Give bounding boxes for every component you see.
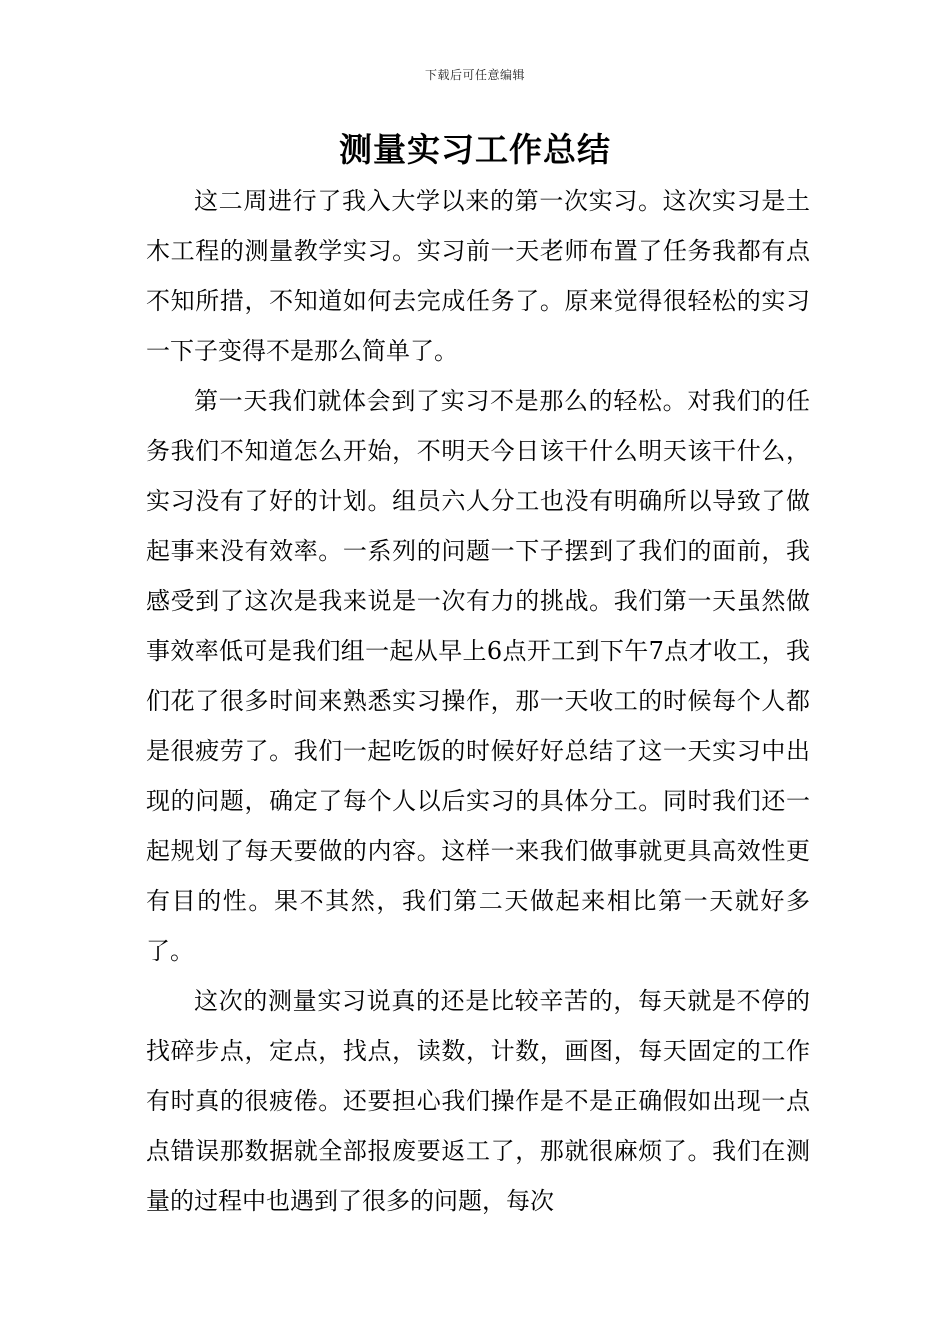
header-note: 下载后可任意编辑: [424, 68, 525, 82]
document-title: 测量实习工作总结: [339, 130, 611, 169]
paragraph-3: 这次的测量实习说真的还是比较辛苦的，每天就是不停的找碎步点，定点，找点，读数，计数，画图，每天固定的工作有时真的很疲倦。还要担心我们操作是不是正确假如出现一点点错误那数据就全部报废要返工了，那就很麻烦了。我们在测量的过程中也遇到了很多的问题，每次: [146, 987, 810, 1215]
paragraph-1: 这二周进行了我入大学以来的第一次实习。这次实习是土木工程的测量教学实习。实习前一天老师布置了任务我都有点不知所措，不知道如何去完成任务了。原来觉得很轻松的实习一下子变得不是那么简单了。: [146, 187, 810, 365]
paragraph-2: 第一天我们就体会到了实习不是那么的轻松。对我们的任务我们不知道怎么开始，不明天今日该干什么明天该干什么，实习没有了好的计划。组员六人分工也没有明确所以导致了做起事来没有效率。一系列的问题一下子摆到了我们的面前，我感受到了这次是我来说是一次有力的挑战。我们第一天虽然做事效率低可是我们组一起从早上6点开工到下午7点才收工，我们花了很多时间来熟悉实习操作，那一天收工的时候每个人都是很疲劳了。我们一起吃饭的时候好好总结了这一天实习中出现的问题，确定了每个人以后实习的具体分工。同时我们还一起规划了每天要做的内容。这样一来我们做事就更具高效性更有目的性。果不其然，我们第二天做起来相比第一天就好多了。: [146, 387, 810, 965]
document-body: [146, 176, 810, 1226]
